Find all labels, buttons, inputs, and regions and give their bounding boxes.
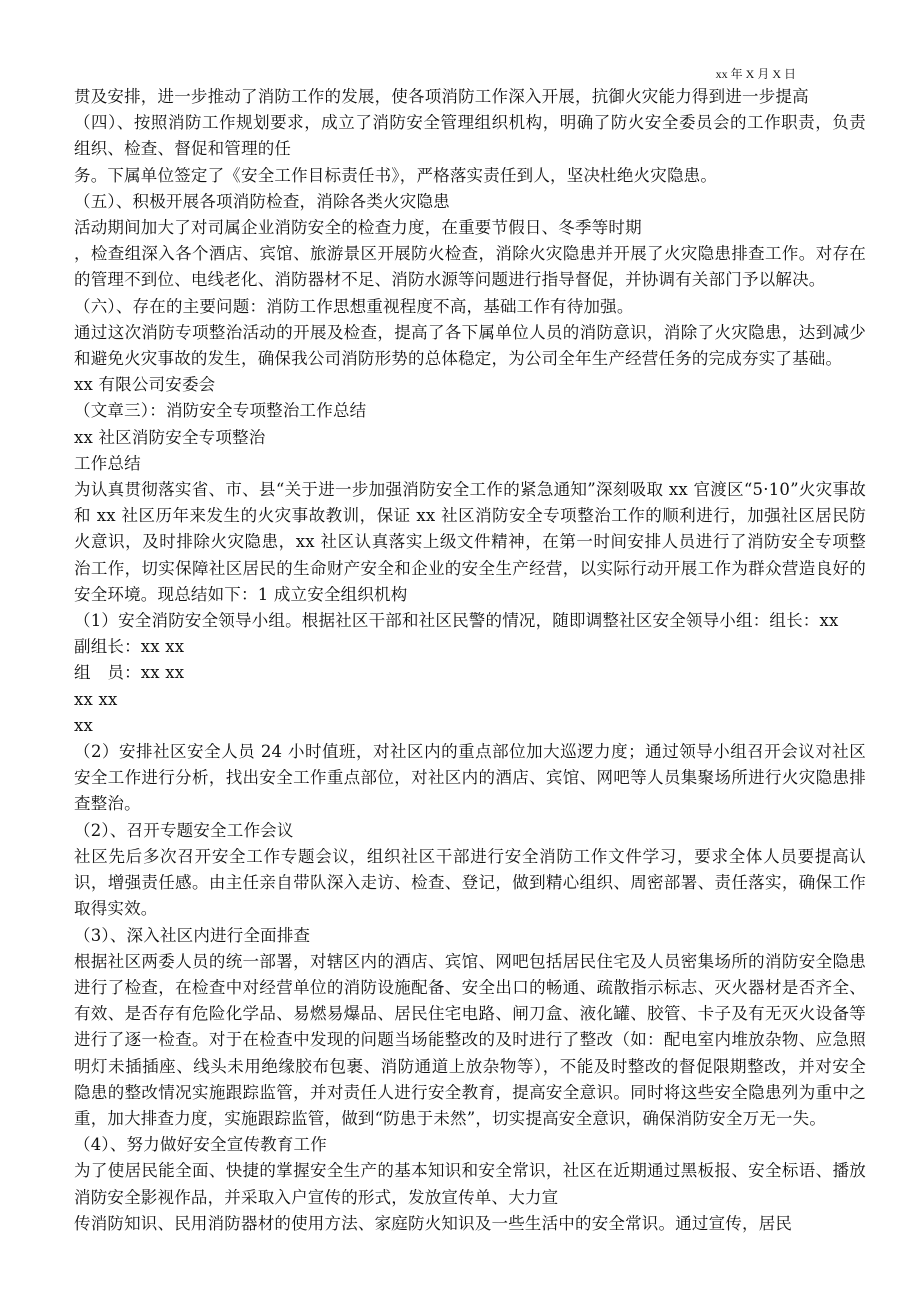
- document-body: [58, 84, 866, 1237]
- article-heading: （文章三）：消防安全专项整治工作总结: [74, 401, 367, 421]
- section-heading: （3）、深入社区内进行全面排查: [74, 925, 311, 945]
- section-heading: （2）、召开专题安全工作会议: [74, 820, 294, 840]
- section-heading: （4）、努力做好安全宣传教育工作: [74, 1135, 327, 1155]
- paragraph: （六）、存在的主要问题：消防工作思想重视程度不高，基础工作有待加强。: [74, 296, 634, 316]
- member-line: 组 员：xx xx: [74, 663, 185, 683]
- paragraph: （五）、积极开展各项消防检查，消除各类火灾隐患: [74, 191, 450, 211]
- article-title: 工作总结: [74, 453, 141, 473]
- paragraph: 为认真贯彻落实省、市、县“关于进一步加强消防安全工作的紧急通知”深刻吸取 xx 官渡区“5·10”火灾事故和 xx 社区历年来发生的火灾事故教训，保证 xx 社区消防安全专项整治工作的顺利进行，加强社区居民防火意识，及时排除火灾隐患，xx 社区认真落实上级文件精神，在第一时间安排人员进行了消防安全专项整治工作，切实保障社区居民的生命财产安全和企业的安全生产经营，以实际行动开展工作为群众营造良好的安全环境。现总结如下：1 成立安全组织机构: [74, 480, 866, 604]
- paragraph: 根据社区两委人员的统一部署，对辖区内的酒店、宾馆、网吧包括居民住宅及人员密集场所的消防安全隐患进行了检查，在检查中对经营单位的消防设施配备、安全出口的畅通、疏散指示标志、灭火器材是否齐全、有效、是否存有危险化学品、易燃易爆品、居民住宅电路、闸刀盒、液化罐、胶管、卡子及有无灭火设备等进行了逐一检查。对于在检查中发现的问题当场能整改的及时进行了整改（如：配电室内堆放杂物、应急照明灯未插插座、线头未用绝缘胶布包裹、消防通道上放杂物等），不能及时整改的督促限期整改，并对安全隐患的整改情况实施跟踪监管，并对责任人进行安全教育，提高安全意识。同时将这些安全隐患列为重中之重，加大排查力度，实施跟踪监管，做到“防患于未然”，切实提高安全意识，确保消防安全万无一失。: [74, 951, 866, 1128]
- member-line: xx: [74, 715, 94, 735]
- paragraph: 活动期间加大了对司属企业消防安全的检查力度，在重要节假日、冬季等时期: [74, 218, 642, 238]
- page-header-date: xx 年 X 月 X 日: [715, 67, 796, 81]
- paragraph: 务。下属单位签定了《安全工作目标责任书》，严格落实责任到人，坚决杜绝火灾隐患。: [74, 165, 718, 185]
- member-line: 副组长：xx xx: [74, 637, 185, 657]
- paragraph: （2）安排社区安全人员 24 小时值班，对社区内的重点部位加大巡逻力度；通过领导小组召开会议对社区安全工作进行分析，找出安全工作重点部位，对社区内的酒店、宾馆、网吧等人员集聚场所进行火灾隐患排查整治。: [74, 742, 866, 814]
- article-title: xx 社区消防安全专项整治: [74, 427, 266, 447]
- signature-line: xx 有限公司安委会: [74, 375, 216, 395]
- paragraph: 传消防知识、民用消防器材的使用方法、家庭防火知识及一些生活中的安全常识。通过宣传，居民: [74, 1213, 793, 1233]
- paragraph: ，检查组深入各个酒店、宾馆、旅游景区开展防火检查，消除火灾隐患并开展了火灾隐患排查工作。对存在的管理不到位、电线老化、消防器材不足、消防水源等问题进行指导督促，并协调有关部门予以解决。: [74, 244, 866, 290]
- paragraph: 通过这次消防专项整治活动的开展及检查，提高了各下属单位人员的消防意识，消除了火灾隐患，达到减少和避免火灾事故的发生，确保我公司消防形势的总体稳定，为公司全年生产经营任务的完成夯实了基础。: [74, 322, 866, 369]
- paragraph: （1）安全消防安全领导小组。根据社区干部和社区民警的情况，随即调整社区安全领导小组：组长：xx: [74, 611, 839, 631]
- member-line: xx xx: [74, 689, 118, 709]
- paragraph: 为了使居民能全面、快捷的掌握安全生产的基本知识和安全常识，社区在近期通过黑板报、安全标语、播放消防安全影视作品，并采取入户宣传的形式，发放宣传单、大力宣: [74, 1161, 866, 1207]
- paragraph: 贯及安排，进一步推动了消防工作的发展，使各项消防工作深入开展，抗御火灾能力得到进一步提高: [74, 87, 809, 106]
- paragraph: （四）、按照消防工作规划要求，成立了消防安全管理组织机构，明确了防火安全委员会的工作职责，负责组织、检查、督促和管理的任: [74, 113, 866, 159]
- paragraph: 社区先后多次召开安全工作专题会议，组织社区干部进行安全消防工作文件学习，要求全体人员要提高认识，增强责任感。由主任亲自带队深入走访、检查、登记，做到精心组织、周密部署、责任落实，确保工作取得实效。: [74, 846, 866, 919]
